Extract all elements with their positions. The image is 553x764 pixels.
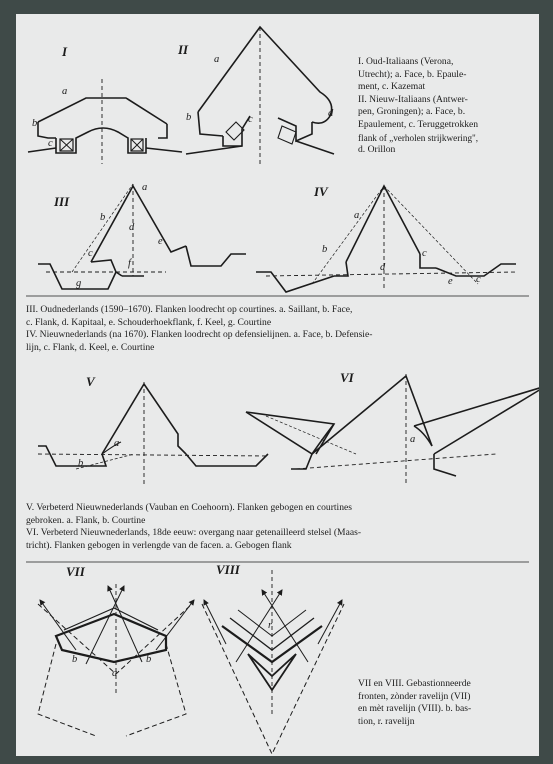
figure-vii-label-b1: b <box>72 654 78 665</box>
figure-iii-label-b: b <box>100 212 106 223</box>
caption-line: V. Verbeterd Nieuwnederlands (Vauban en Coehoorn). Flanken gebogen en courtines <box>26 502 353 513</box>
figure-iv-label-e: e <box>448 276 453 287</box>
caption-line: I. Oud-Italiaans (Verona, <box>358 56 454 67</box>
caption-line: Utrecht); a. Face, b. Epaule- <box>358 68 467 80</box>
caption-line: VI. Verbeterd Nieuwnederlands, 18de eeuw: overgang naar getenailleerd stelsel (Maas- <box>26 527 362 539</box>
caption-line: pen, Groningen); a. Face, b. <box>358 106 466 118</box>
figure-ii-bastion <box>186 27 334 164</box>
figure-ii-label-b: b <box>186 112 192 123</box>
caption-line: fronten, zònder ravelijn (VII) <box>358 690 471 702</box>
figure-vii-label-b2: b <box>146 654 152 665</box>
figure-iii-label-a: a <box>142 182 148 193</box>
figure-iv-label-a: a <box>354 210 360 221</box>
figure-ii-label-c: c <box>248 114 253 125</box>
figure-v-label-a: a <box>114 438 120 449</box>
caption-figures-vii-viii <box>358 678 536 728</box>
figure-iii-label-c: c <box>88 248 93 259</box>
figure-vii-numeral: VII <box>66 564 85 579</box>
figure-iii-label-g: g <box>76 278 82 289</box>
figure-i-label-b: b <box>32 118 38 129</box>
caption-line: tricht). Flanken gebogen in verlengde van de facen. a. Gebogen flank <box>26 539 292 551</box>
figure-i-label-c: c <box>48 138 53 149</box>
caption-line: II. Nieuw-Italiaans (Antwer- <box>358 93 468 105</box>
figure-i-bastion <box>28 79 182 164</box>
caption-line: flank of „verholen strijkwering", <box>358 132 479 143</box>
figure-viii-front <box>202 570 344 754</box>
figure-iv-label-d: d <box>380 262 386 273</box>
figure-vii-label-a: a <box>112 668 118 679</box>
figure-i-numeral: I <box>62 44 68 59</box>
figure-v-bastion <box>38 382 268 484</box>
caption-line: gebroken. a. Flank, b. Courtine <box>26 514 146 526</box>
caption-figures-iii-iv <box>26 304 531 354</box>
caption-line: Epaulement, c. Teruggetrokken <box>358 118 479 130</box>
figure-vi-label-a: a <box>410 434 416 445</box>
caption-line: lijn, c. Flank, d. Keel, e. Courtine <box>26 341 155 353</box>
caption-line: c. Flank, d. Kapitaal, e. Schouderhoekflank, f. Keel, g. Courtine <box>26 316 272 328</box>
figure-iv-label-c: c <box>422 248 427 259</box>
figure-iii-label-f: f <box>128 258 131 269</box>
caption-line: III. Oudnederlands (1590–1670). Flanken loodrecht op courtines. a. Saillant, b. Face, <box>26 304 353 315</box>
caption-figures-i-ii <box>358 56 536 157</box>
figure-iv-label-c2: c <box>476 274 481 285</box>
figure-iii-numeral: III <box>54 194 70 209</box>
figure-iii-label-e: e <box>158 236 163 247</box>
figure-ii-label-a: a <box>214 54 220 65</box>
figure-iv-numeral: IV <box>314 184 328 199</box>
figure-v-numeral: V <box>86 374 95 389</box>
caption-line: tion, r. ravelijn <box>358 715 415 727</box>
caption-figures-v-vi <box>26 502 531 552</box>
caption-line: ment, c. Kazemat <box>358 81 426 93</box>
figure-ii-numeral: II <box>178 42 189 57</box>
figure-vii-front <box>38 584 194 736</box>
caption-line: en mèt ravelijn (VIII). b. bas- <box>358 703 472 715</box>
figure-i-label-a: a <box>62 86 68 97</box>
caption-line: VII en VIII. Gebastionneerde <box>358 678 471 689</box>
caption-line: d. Orillon <box>358 144 396 156</box>
illustration-plate <box>16 14 539 756</box>
figure-iv-label-b: b <box>322 244 328 255</box>
figure-viii-numeral: VIII <box>216 562 240 577</box>
figure-iii-label-d: d <box>129 222 135 233</box>
figure-viii-label-r: r <box>268 620 273 631</box>
figure-ii-label-d: d <box>328 108 334 119</box>
figure-iii-bastion <box>38 184 246 289</box>
figure-vi-bastion <box>246 374 539 484</box>
caption-line: IV. Nieuwnederlands (na 1670). Flanken loodrecht op defensielijnen. a. Face, b. Defensie- <box>26 329 373 341</box>
figure-vi-numeral: VI <box>340 370 354 385</box>
figure-v-label-b: b <box>78 458 84 469</box>
